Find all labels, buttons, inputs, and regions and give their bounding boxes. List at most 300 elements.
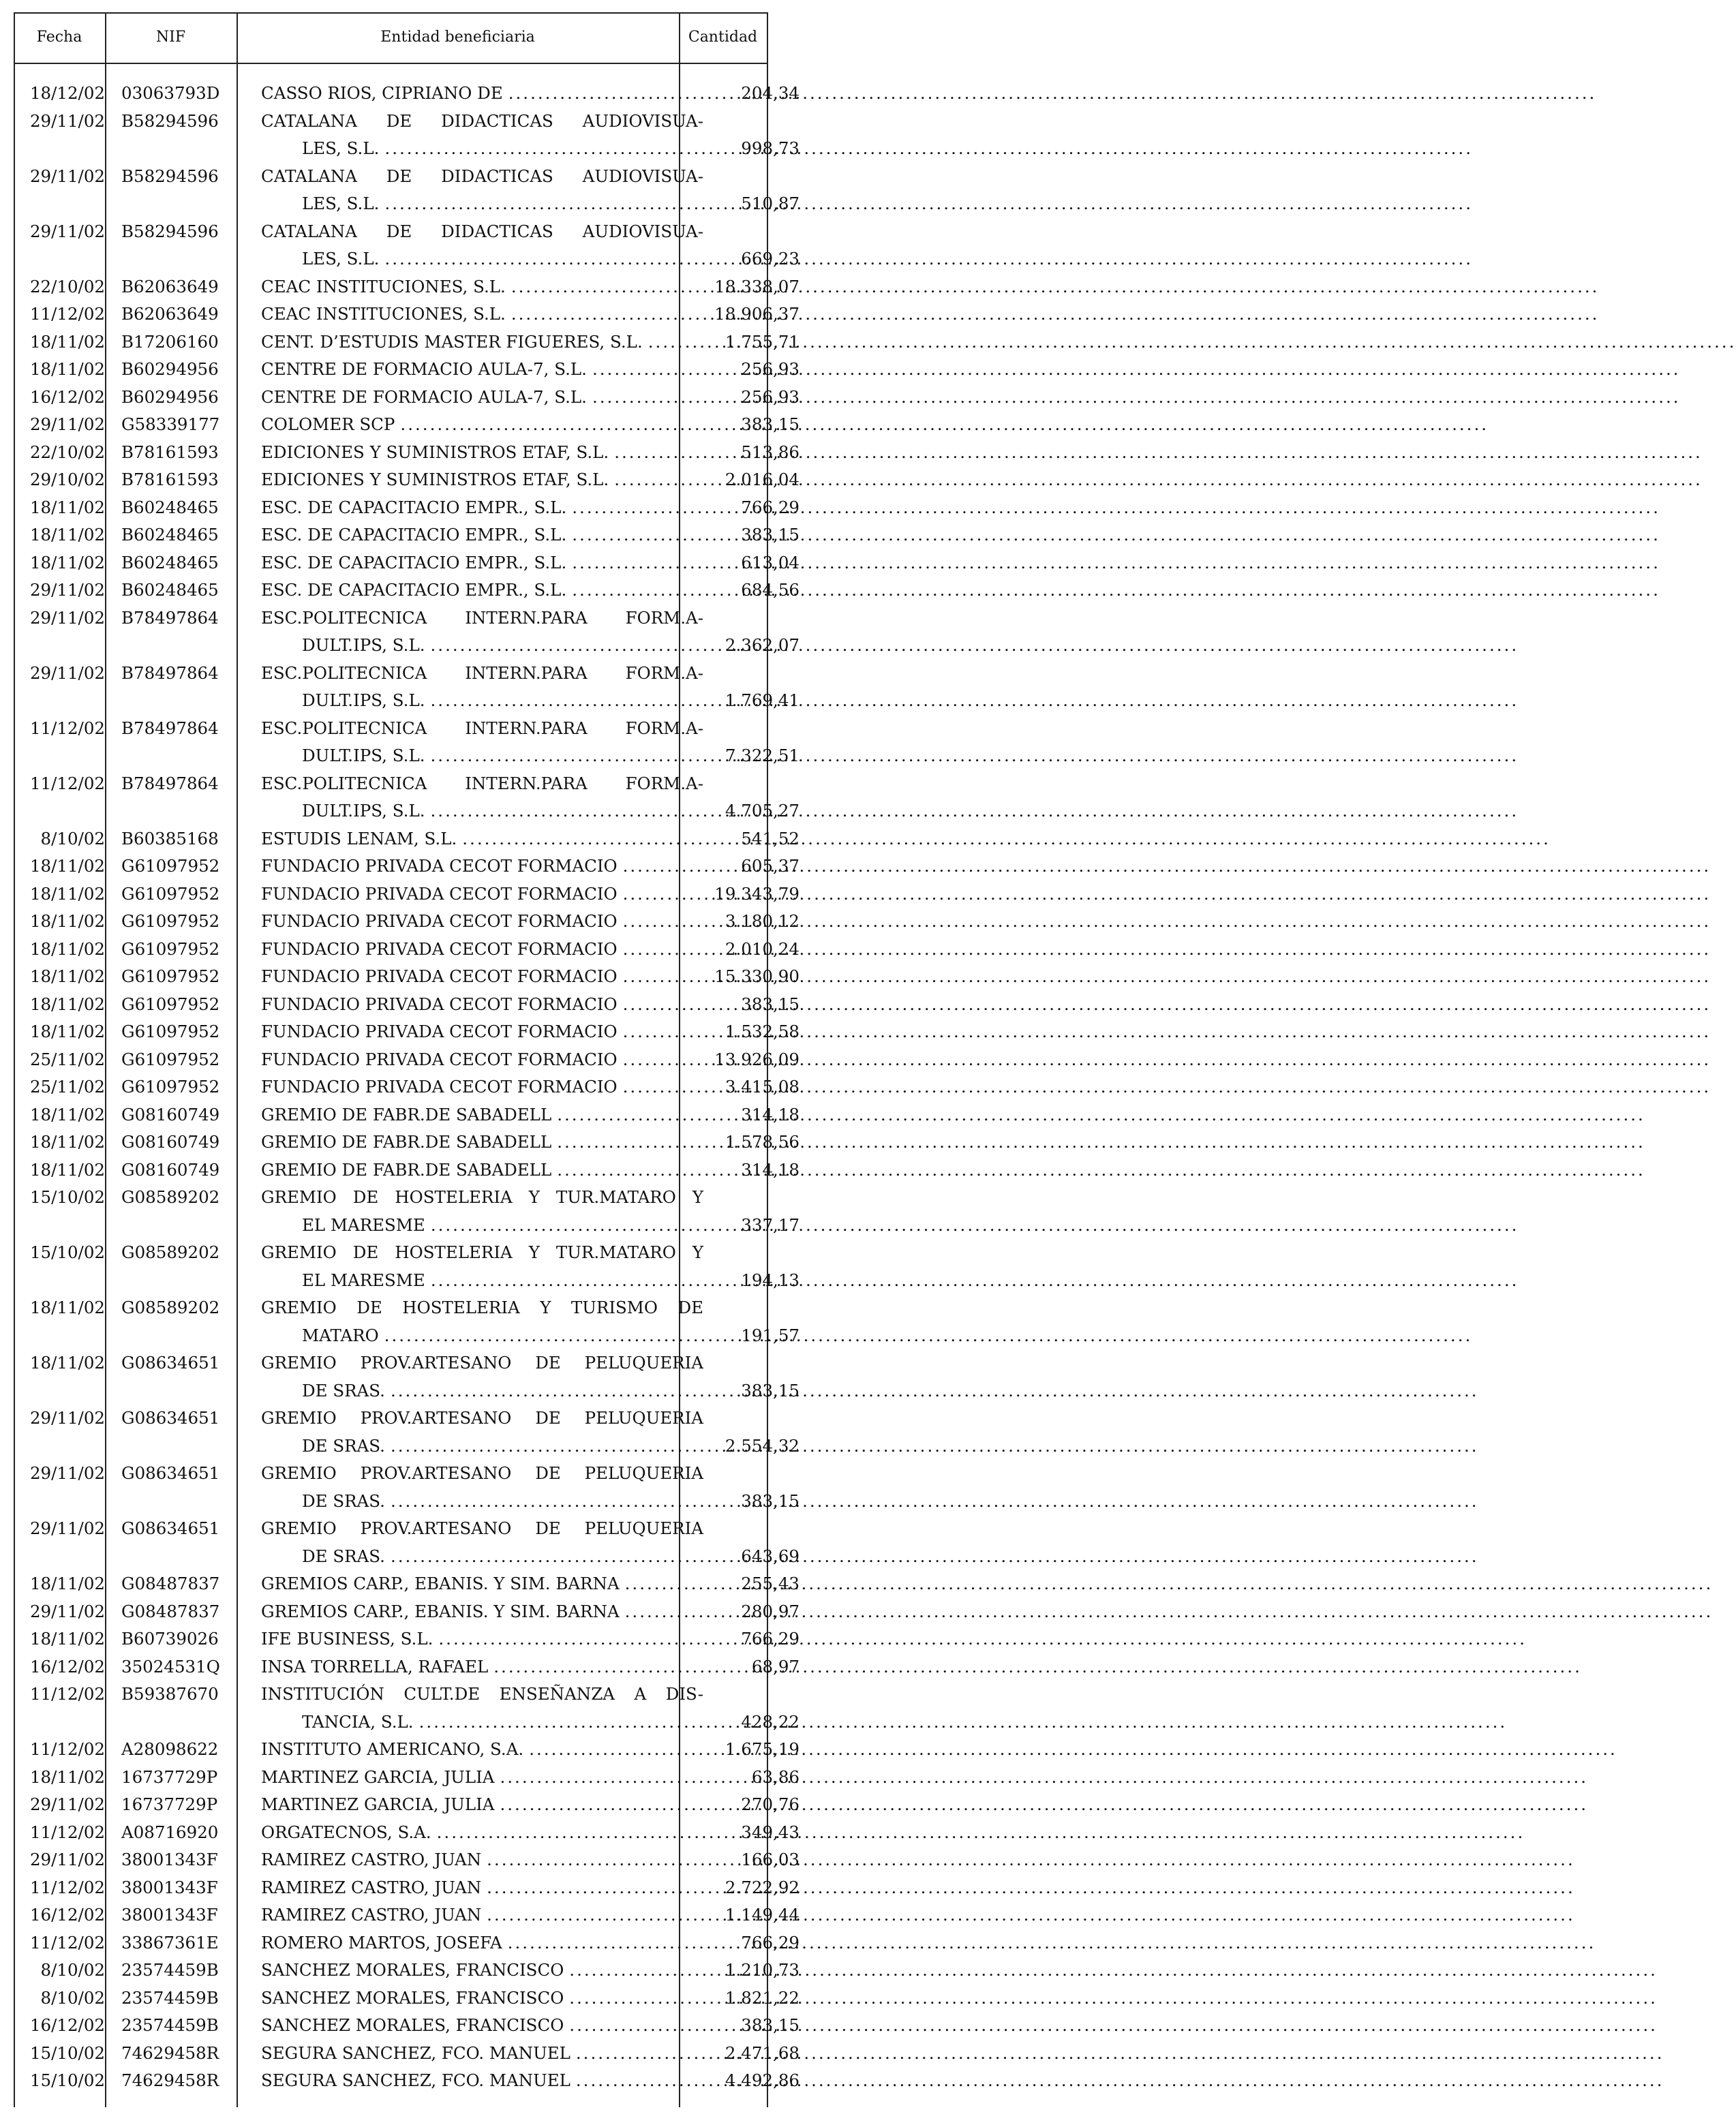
cell-nif: B60248465: [121, 552, 219, 572]
entidad-line-leader: [261, 1985, 703, 2012]
cell-entidad: [253, 301, 712, 328]
cell-cantidad: 766,29: [741, 497, 800, 517]
entidad-line-leader: [261, 1570, 703, 1598]
table-row: [14, 1405, 806, 1460]
cell-entidad: [253, 853, 712, 881]
cell-fecha: 8/10/02: [40, 1960, 105, 1980]
cell-nif: G08634651: [121, 1518, 220, 1538]
dot-leader: [425, 742, 1519, 770]
cell-entidad: [253, 328, 712, 356]
cell-entidad: [253, 1184, 712, 1239]
table-row: [14, 521, 806, 549]
cell-entidad: [253, 1681, 712, 1736]
cell-cantidad: 204,34: [741, 83, 800, 103]
table-row: [14, 604, 806, 660]
entidad-line: CATALANA DE DIDACTICAS AUDIOVISUA-: [261, 110, 703, 131]
dot-leader: [379, 190, 1473, 218]
cell-fecha: 29/11/02: [29, 1408, 105, 1428]
dot-leader: [425, 687, 1519, 715]
cell-cantidad: 166,03: [741, 1850, 800, 1869]
entidad-line: DULT.IPS, S.L.: [302, 690, 425, 710]
entidad-line-leader: [261, 991, 703, 1019]
cell-fecha: 18/11/02: [29, 359, 105, 379]
entidad-line: GREMIO DE HOSTELERIA Y TUR.MATARO Y: [261, 1242, 703, 1262]
cell-fecha: 29/11/02: [29, 607, 105, 628]
cell-cantidad: 191,57: [741, 1325, 800, 1345]
cell-cantidad: 998,73: [741, 138, 800, 158]
table-row: [14, 1736, 806, 1764]
entidad-line-leader: [261, 549, 703, 577]
dot-leader: [566, 549, 1660, 577]
cell-cantidad: 2.010,24: [725, 938, 800, 959]
table-row: [14, 660, 806, 715]
cell-entidad: [253, 1570, 712, 1598]
cell-entidad: [253, 2040, 712, 2068]
entidad-line: ESC.POLITECNICA INTERN.PARA FORM.A-: [261, 718, 703, 738]
table-row: [14, 466, 806, 494]
cell-fecha: 18/11/02: [29, 1574, 105, 1593]
dot-leader: [494, 1791, 1588, 1819]
cell-entidad: [253, 1901, 712, 1929]
entidad-line: CENT. D’ESTUDIS MASTER FIGUERES, S.L.: [261, 331, 643, 352]
cell-cantidad: 513,86: [741, 442, 800, 462]
cell-fecha: 29/11/02: [29, 662, 105, 683]
entidad-line-leader: [261, 687, 703, 715]
entidad-line: DE SRAS.: [302, 1380, 385, 1401]
cell-nif: B62063649: [121, 304, 219, 324]
table-row: [14, 1901, 806, 1929]
table-row: [14, 1046, 806, 1074]
beneficiary-table-body: [14, 80, 806, 2095]
entidad-line: FUNDACIO PRIVADA CECOT FORMACIO: [261, 883, 618, 904]
cell-entidad: [253, 1239, 712, 1294]
cell-fecha: 29/11/02: [29, 1518, 105, 1538]
cell-fecha: 29/11/02: [29, 1601, 105, 1621]
cell-fecha: 18/11/02: [29, 911, 105, 931]
cell-nif: B59387670: [121, 1684, 219, 1704]
entidad-line: GREMIO PROV.ARTESANO DE PELUQUERIA: [261, 1463, 703, 1483]
cell-nif: G08160749: [121, 1132, 220, 1152]
table-row: [14, 577, 806, 604]
dot-leader: [425, 797, 1519, 825]
cell-nif: B78497864: [121, 718, 219, 738]
entidad-line-leader: [261, 1653, 703, 1681]
cell-nif: G08634651: [121, 1463, 220, 1483]
entidad-line: CASSO RIOS, CIPRIANO DE: [261, 83, 503, 103]
cell-entidad: [253, 1157, 712, 1184]
entidad-line-leader: [261, 908, 703, 936]
entidad-line: DULT.IPS, S.L.: [302, 801, 425, 821]
entidad-line: SANCHEZ MORALES, FRANCISCO: [261, 1987, 564, 2008]
cell-nif: 23574459B: [121, 1960, 219, 1980]
entidad-line: ESC. DE CAPACITACIO EMPR., S.L.: [261, 497, 567, 517]
entidad-line-leader: [261, 797, 703, 825]
cell-nif: B58294596: [121, 221, 219, 241]
cell-cantidad: 541,52: [741, 828, 800, 848]
entidad-line: GREMIO PROV.ARTESANO DE PELUQUERIA: [261, 1408, 703, 1428]
cell-nif: B78497864: [121, 773, 219, 793]
cell-entidad: [253, 770, 712, 825]
cell-cantidad: 1.675,19: [725, 1739, 800, 1759]
cell-entidad: [253, 715, 712, 770]
table-row: [14, 936, 806, 964]
entidad-line: FUNDACIO PRIVADA CECOT FORMACIO: [261, 966, 618, 986]
cell-cantidad: 256,93: [741, 359, 800, 379]
entidad-line: INSTITUTO AMERICANO, S.A.: [261, 1739, 524, 1759]
cell-nif: G08634651: [121, 1353, 220, 1373]
cell-entidad: [253, 384, 712, 412]
cell-cantidad: 2.471,68: [725, 2042, 800, 2063]
cell-entidad: [253, 1101, 712, 1129]
cell-fecha: 15/10/02: [29, 2042, 105, 2063]
entidad-line: CENTRE DE FORMACIO AULA-7, S.L.: [261, 386, 587, 407]
entidad-line-leader: [261, 1046, 703, 1074]
entidad-line-leader: [261, 384, 703, 412]
cell-entidad: [253, 1957, 712, 1985]
entidad-line-leader: [261, 245, 703, 273]
entidad-line-leader: [261, 190, 703, 218]
cell-entidad: [253, 1598, 712, 1626]
cell-fecha: 29/11/02: [29, 1794, 105, 1814]
entidad-line-leader: [261, 273, 703, 301]
cell-fecha: 11/12/02: [29, 304, 105, 324]
cell-fecha: 18/11/02: [29, 1298, 105, 1317]
dot-leader: [414, 1709, 1508, 1736]
entidad-line-leader: [261, 963, 703, 991]
entidad-line: GREMIO DE FABR.DE SABADELL: [261, 1104, 552, 1124]
entidad-line: CATALANA DE DIDACTICAS AUDIOVISUA-: [261, 166, 703, 186]
entidad-line: ESC. DE CAPACITACIO EMPR., S.L.: [261, 552, 567, 572]
table-row: [14, 1985, 806, 2012]
dot-leader: [566, 521, 1660, 549]
dot-leader: [523, 1736, 1617, 1764]
table-row: [14, 2040, 806, 2068]
entidad-line: EL MARESME: [302, 1214, 425, 1235]
entidad-line-leader: [261, 2067, 703, 2095]
entidad-line: COLOMER SCP: [261, 414, 395, 434]
entidad-line: MARTINEZ GARCIA, JULIA: [261, 1794, 495, 1814]
cell-fecha: 18/11/02: [29, 856, 105, 876]
cell-fecha: 29/11/02: [29, 1463, 105, 1483]
entidad-line: GREMIO DE HOSTELERIA Y TURISMO DE: [261, 1298, 703, 1317]
cell-fecha: 18/11/02: [29, 938, 105, 959]
entidad-line: SEGURA SANCHEZ, FCO. MANUEL: [261, 2070, 570, 2090]
cell-entidad: [253, 273, 712, 301]
entidad-line: LES, S.L.: [302, 138, 380, 158]
cell-fecha: 29/11/02: [29, 1850, 105, 1869]
cell-fecha: 18/11/02: [29, 1132, 105, 1152]
table-row: [14, 881, 806, 908]
cell-fecha: 16/12/02: [29, 2015, 105, 2035]
entidad-line: INSA TORRELLA, RAFAEL: [261, 1656, 489, 1677]
cell-cantidad: 643,69: [741, 1546, 800, 1566]
entidad-line-leader: [261, 1322, 703, 1350]
cell-cantidad: 510,87: [741, 194, 800, 213]
entidad-line: DE SRAS.: [302, 1435, 385, 1456]
entidad-line: FUNDACIO PRIVADA CECOT FORMACIO: [261, 856, 618, 876]
cell-nif: B78497864: [121, 607, 219, 628]
entidad-line-leader: [261, 1709, 703, 1736]
dot-leader: [494, 1764, 1588, 1792]
dot-leader: [385, 1488, 1479, 1516]
cell-nif: G61097952: [121, 1022, 220, 1041]
cell-nif: 33867361E: [121, 1932, 219, 1953]
cell-fecha: 8/10/02: [40, 828, 105, 848]
dot-leader: [425, 632, 1519, 660]
entidad-line: SANCHEZ MORALES, FRANCISCO: [261, 2015, 564, 2035]
entidad-line: IFE BUSINESS, S.L.: [261, 1629, 433, 1649]
cell-fecha: 18/11/02: [29, 1766, 105, 1787]
entidad-line-leader: [261, 439, 703, 467]
entidad-line: RAMIREZ CASTRO, JUAN: [261, 1877, 482, 1897]
entidad-line: FUNDACIO PRIVADA CECOT FORMACIO: [261, 938, 618, 959]
entidad-line-leader: [261, 1736, 703, 1764]
cell-fecha: 11/12/02: [29, 1932, 105, 1953]
entidad-line-leader: [261, 494, 703, 522]
cell-nif: 38001343F: [121, 1877, 218, 1897]
entidad-line: GREMIO DE HOSTELERIA Y TUR.MATARO Y: [261, 1187, 703, 1207]
entidad-line: ESTUDIS LENAM, S.L.: [261, 828, 457, 848]
table-row: [14, 1239, 806, 1294]
cell-fecha: 11/12/02: [29, 773, 105, 793]
table-row: [14, 1129, 806, 1157]
cell-cantidad: 349,43: [741, 1822, 800, 1842]
entidad-line: ORGATECNOS, S.A.: [261, 1822, 431, 1842]
table-row: [14, 1819, 806, 1847]
cell-cantidad: 314,18: [741, 1104, 800, 1124]
cell-nif: A28098622: [121, 1739, 219, 1759]
cell-fecha: 16/12/02: [29, 1656, 105, 1677]
cell-entidad: [253, 411, 712, 439]
cell-entidad: [253, 660, 712, 715]
entidad-line-leader: [261, 1488, 703, 1516]
cell-nif: G08487837: [121, 1574, 220, 1593]
cell-entidad: [253, 1515, 712, 1570]
table-row: [14, 108, 806, 163]
dot-leader: [551, 1101, 1645, 1129]
cell-entidad: [253, 1349, 712, 1405]
table-row: [14, 439, 806, 467]
entidad-line-leader: [261, 2012, 703, 2040]
cell-entidad: [253, 1736, 712, 1764]
cell-entidad: [253, 1985, 712, 2012]
table-row: [14, 1349, 806, 1405]
cell-cantidad: 15.330,90: [714, 966, 800, 986]
cell-nif: B78161593: [121, 470, 219, 489]
entidad-line: GREMIO DE FABR.DE SABADELL: [261, 1159, 552, 1180]
cell-entidad: [253, 466, 712, 494]
dot-leader: [488, 1653, 1582, 1681]
cell-cantidad: 4.705,27: [725, 801, 800, 821]
cell-nif: B58294596: [121, 110, 219, 131]
entidad-line: EL MARESME: [302, 1270, 425, 1290]
entidad-line: SEGURA SANCHEZ, FCO. MANUEL: [261, 2042, 570, 2063]
cell-cantidad: 280,97: [741, 1601, 800, 1621]
entidad-line-leader: [261, 1819, 703, 1847]
cell-cantidad: 3.180,12: [725, 911, 800, 931]
cell-fecha: 18/11/02: [29, 994, 105, 1014]
entidad-line: MARTINEZ GARCIA, JULIA: [261, 1766, 495, 1787]
entidad-line-leader: [261, 1791, 703, 1819]
entidad-line-leader: [261, 1101, 703, 1129]
table-row: [14, 1294, 806, 1349]
cell-fecha: 29/11/02: [29, 110, 105, 131]
cell-nif: B60294956: [121, 359, 219, 379]
entidad-line: DULT.IPS, S.L.: [302, 746, 425, 765]
cell-nif: 74629458R: [121, 2042, 219, 2063]
table-row: [14, 301, 806, 328]
header-entidad: Entidad beneficiaria: [380, 29, 535, 46]
cell-cantidad: 2.016,04: [725, 470, 800, 489]
cell-entidad: [253, 521, 712, 549]
table-row: [14, 1598, 806, 1626]
cell-entidad: [253, 1764, 712, 1792]
cell-nif: G61097952: [121, 856, 220, 876]
dot-leader: [425, 1267, 1519, 1295]
dot-leader: [481, 1874, 1575, 1902]
cell-entidad: [253, 1294, 712, 1349]
table-row: [14, 1460, 806, 1515]
entidad-line-leader: [261, 135, 703, 163]
cell-nif: 38001343F: [121, 1905, 218, 1925]
cell-fecha: 18/11/02: [29, 883, 105, 904]
cell-entidad: [253, 1018, 712, 1046]
entidad-line: ROMERO MARTOS, JOSEFA: [261, 1932, 502, 1953]
entidad-line-leader: [261, 1543, 703, 1571]
table-row: [14, 853, 806, 881]
table-row: [14, 163, 806, 218]
dot-leader: [379, 135, 1473, 163]
cell-fecha: 22/10/02: [29, 276, 105, 296]
table-top-rule: [14, 12, 767, 14]
entidad-line-leader: [261, 632, 703, 660]
table-row: [14, 963, 806, 991]
table-row: [14, 1157, 806, 1184]
cell-cantidad: 766,29: [741, 1629, 800, 1649]
cell-fecha: 29/11/02: [29, 580, 105, 600]
cell-nif: G61097952: [121, 1049, 220, 1069]
table-row: [14, 1653, 806, 1681]
table-row: [14, 273, 806, 301]
entidad-line: LES, S.L.: [302, 249, 380, 269]
dot-leader: [506, 273, 1600, 301]
entidad-line-leader: [261, 80, 703, 108]
cell-fecha: 18/11/02: [29, 1022, 105, 1041]
table-row: [14, 1184, 806, 1239]
entidad-line: GREMIO DE FABR.DE SABADELL: [261, 1132, 552, 1152]
cell-fecha: 29/11/02: [29, 221, 105, 241]
dot-leader: [385, 1377, 1479, 1405]
cell-entidad: [253, 494, 712, 522]
cell-fecha: 25/11/02: [29, 1049, 105, 1069]
cell-nif: 23574459B: [121, 2015, 219, 2035]
dot-leader: [395, 411, 1489, 439]
cell-cantidad: 383,15: [741, 1380, 800, 1401]
cell-entidad: [253, 1929, 712, 1957]
cell-nif: 03063793D: [121, 83, 220, 103]
cell-cantidad: 2.362,07: [725, 635, 800, 655]
table-row: [14, 549, 806, 577]
table-row: [14, 991, 806, 1019]
entidad-line-leader: [261, 1874, 703, 1902]
cell-cantidad: 1.769,41: [725, 690, 800, 710]
entidad-line: CEAC INSTITUCIONES, S.L.: [261, 276, 506, 296]
dot-leader: [643, 328, 1736, 356]
table-row: [14, 1874, 806, 1902]
cell-entidad: [253, 1073, 712, 1101]
entidad-line: GREMIOS CARP., EBANIS. Y SIM. BARNA: [261, 1574, 620, 1593]
dot-leader: [564, 2012, 1658, 2040]
entidad-line: INSTITUCIÓN CULT.DE ENSEÑANZA A DIS-: [261, 1684, 703, 1704]
cell-nif: G08487837: [121, 1601, 220, 1621]
cell-entidad: [253, 1460, 712, 1515]
entidad-line-leader: [261, 1377, 703, 1405]
cell-nif: B60385168: [121, 828, 219, 848]
cell-cantidad: 314,18: [741, 1159, 800, 1180]
entidad-line: EDICIONES Y SUMINISTROS ETAF, S.L.: [261, 470, 609, 489]
dot-leader: [385, 1433, 1479, 1460]
entidad-line-leader: [261, 328, 703, 356]
table-row: [14, 1625, 806, 1653]
entidad-line: CEAC INSTITUCIONES, S.L.: [261, 304, 506, 324]
cell-nif: G08589202: [121, 1187, 220, 1207]
cell-nif: 38001343F: [121, 1850, 218, 1869]
table-row: [14, 1957, 806, 1985]
entidad-line: DE SRAS.: [302, 1546, 385, 1566]
cell-entidad: [253, 577, 712, 604]
cell-nif: B17206160: [121, 331, 219, 352]
cell-nif: 23574459B: [121, 1987, 219, 2008]
entidad-line: EDICIONES Y SUMINISTROS ETAF, S.L.: [261, 442, 609, 462]
cell-cantidad: 2.554,32: [725, 1435, 800, 1456]
entidad-line: SANCHEZ MORALES, FRANCISCO: [261, 1960, 564, 1980]
table-row: [14, 494, 806, 522]
cell-cantidad: 1.532,58: [725, 1022, 800, 1041]
table-row: [14, 411, 806, 439]
entidad-line: CENTRE DE FORMACIO AULA-7, S.L.: [261, 359, 587, 379]
cell-cantidad: 383,15: [741, 2015, 800, 2035]
entidad-line: RAMIREZ CASTRO, JUAN: [261, 1850, 482, 1869]
table-row: [14, 1570, 806, 1598]
entidad-line-leader: [261, 825, 703, 853]
entidad-line: LES, S.L.: [302, 194, 380, 213]
beneficiary-table: [14, 80, 806, 2095]
cell-cantidad: 1.821,22: [725, 1987, 800, 2008]
cell-cantidad: 337,17: [741, 1214, 800, 1235]
cell-entidad: [253, 825, 712, 853]
entidad-line-leader: [261, 1929, 703, 1957]
cell-cantidad: 2.722,92: [725, 1877, 800, 1897]
header-cantidad: Cantidad: [688, 29, 758, 46]
entidad-line: ESC.POLITECNICA INTERN.PARA FORM.A-: [261, 607, 703, 628]
entidad-line: ESC.POLITECNICA INTERN.PARA FORM.A-: [261, 662, 703, 683]
entidad-line: FUNDACIO PRIVADA CECOT FORMACIO: [261, 911, 618, 931]
cell-fecha: 29/11/02: [29, 414, 105, 434]
entidad-line: FUNDACIO PRIVADA CECOT FORMACIO: [261, 1049, 618, 1069]
cell-nif: G61097952: [121, 1077, 220, 1097]
table-header-rule: [14, 63, 767, 64]
cell-entidad: [253, 218, 712, 273]
header-fecha: Fecha: [36, 29, 82, 46]
cell-entidad: [253, 2012, 712, 2040]
cell-cantidad: 613,04: [741, 552, 800, 572]
cell-cantidad: 1.210,73: [725, 1960, 800, 1980]
cell-fecha: 11/12/02: [29, 1822, 105, 1842]
cell-cantidad: 7.322,51: [725, 746, 800, 765]
dot-leader: [481, 1846, 1575, 1874]
entidad-line-leader: [261, 1846, 703, 1874]
cell-fecha: 15/10/02: [29, 1242, 105, 1262]
